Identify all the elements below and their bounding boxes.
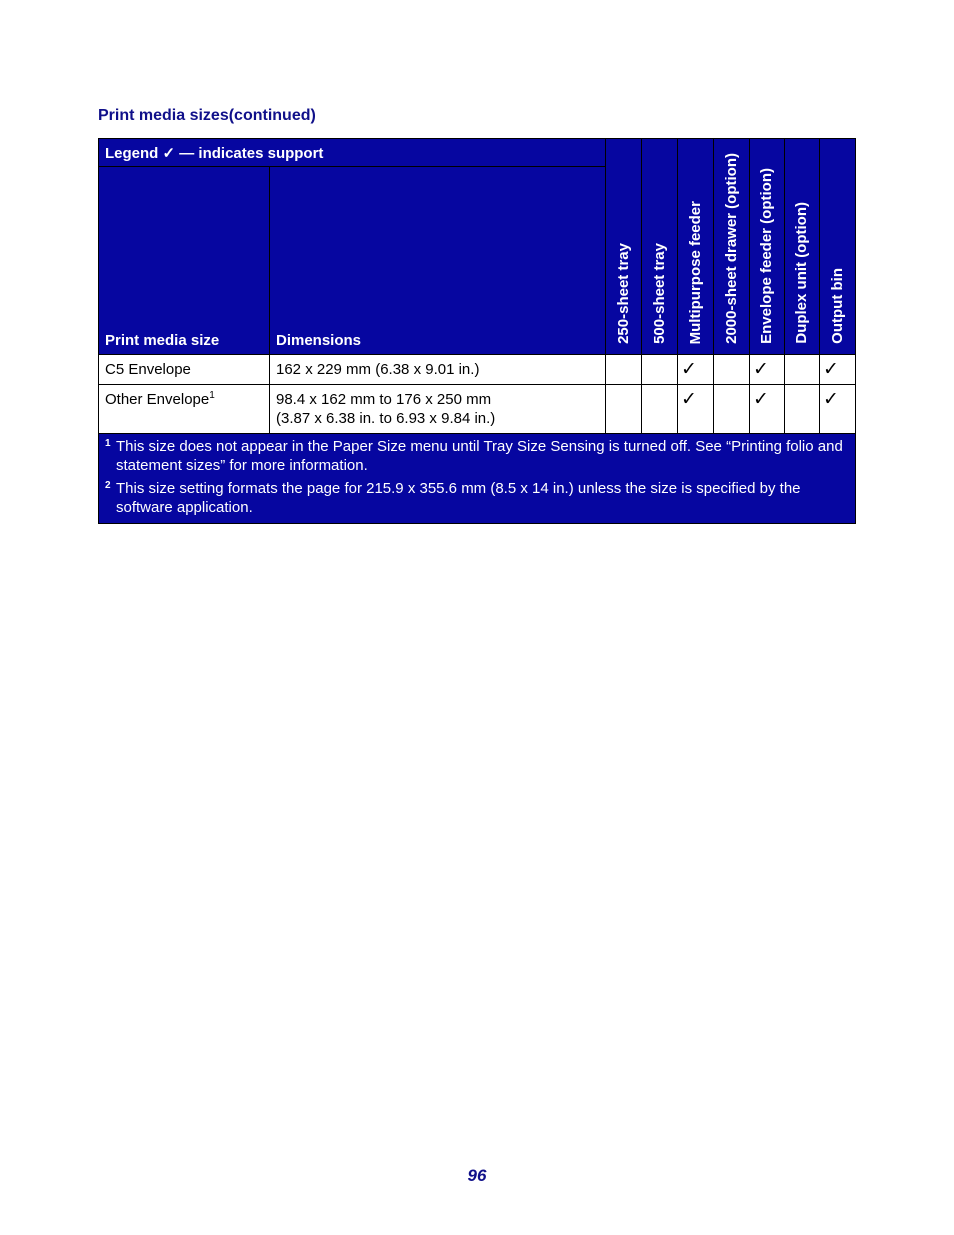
media-dimensions: 98.4 x 162 mm to 176 x 250 mm (3.87 x 6.38 in. to 6.93 x 9.84 in.) xyxy=(270,385,606,434)
check-icon: ✓ xyxy=(820,355,856,385)
col-header-media-size: Print media size xyxy=(99,167,270,355)
legend-row xyxy=(99,139,856,167)
support-cell xyxy=(785,355,820,385)
check-icon: ✓ xyxy=(678,385,714,434)
media-dimensions: 162 x 229 mm (6.38 x 9.01 in.) xyxy=(270,355,606,385)
col-header-dimensions: Dimensions xyxy=(270,167,606,355)
footnote-number: 2 xyxy=(105,480,111,491)
check-icon: ✓ xyxy=(820,385,856,434)
source-col-500-tray: 500-sheet tray xyxy=(642,139,678,355)
source-col-duplex-unit: Duplex unit (option) xyxy=(785,139,820,355)
footnote xyxy=(105,479,849,517)
print-media-sizes-table xyxy=(98,138,856,524)
legend: Legend ✓ — indicates support xyxy=(99,139,606,167)
page-number: 96 xyxy=(467,1166,487,1185)
table-row xyxy=(99,355,856,385)
section-heading: Print media sizes(continued) xyxy=(98,107,316,124)
footnote xyxy=(105,437,849,475)
check-icon: ✓ xyxy=(750,385,785,434)
media-name: C5 Envelope xyxy=(99,355,270,385)
check-icon: ✓ xyxy=(678,355,714,385)
source-col-2000-drawer: 2000-sheet drawer (option) xyxy=(714,139,750,355)
check-icon: ✓ xyxy=(750,355,785,385)
media-name: Other Envelope$^1$ xyxy=(99,385,270,434)
support-cell xyxy=(785,385,820,434)
footnote-text: This size does not appear in the Paper Size menu until Tray Size Sensing is turned off. See “Printing folio and statement sizes” for more information. xyxy=(116,438,843,474)
support-cell xyxy=(642,355,678,385)
support-cell xyxy=(714,385,750,434)
support-cell xyxy=(606,385,642,434)
source-col-250-tray: 250-sheet tray xyxy=(606,139,642,355)
support-cell xyxy=(714,355,750,385)
footnote-row xyxy=(99,434,856,524)
source-col-multipurpose-feeder: Multipurpose feeder xyxy=(678,139,714,355)
support-cell xyxy=(606,355,642,385)
source-col-output-bin: Output bin xyxy=(820,139,856,355)
table-row xyxy=(99,385,856,434)
footnote-text: This size setting formats the page for 215.9 x 355.6 mm (8.5 x 14 in.) unless the size is specified by the software application. xyxy=(116,480,801,516)
source-col-envelope-feeder: Envelope feeder (option) xyxy=(750,139,785,355)
support-cell xyxy=(642,385,678,434)
footnote-number: 1 xyxy=(105,438,111,449)
footnotes xyxy=(99,434,856,524)
